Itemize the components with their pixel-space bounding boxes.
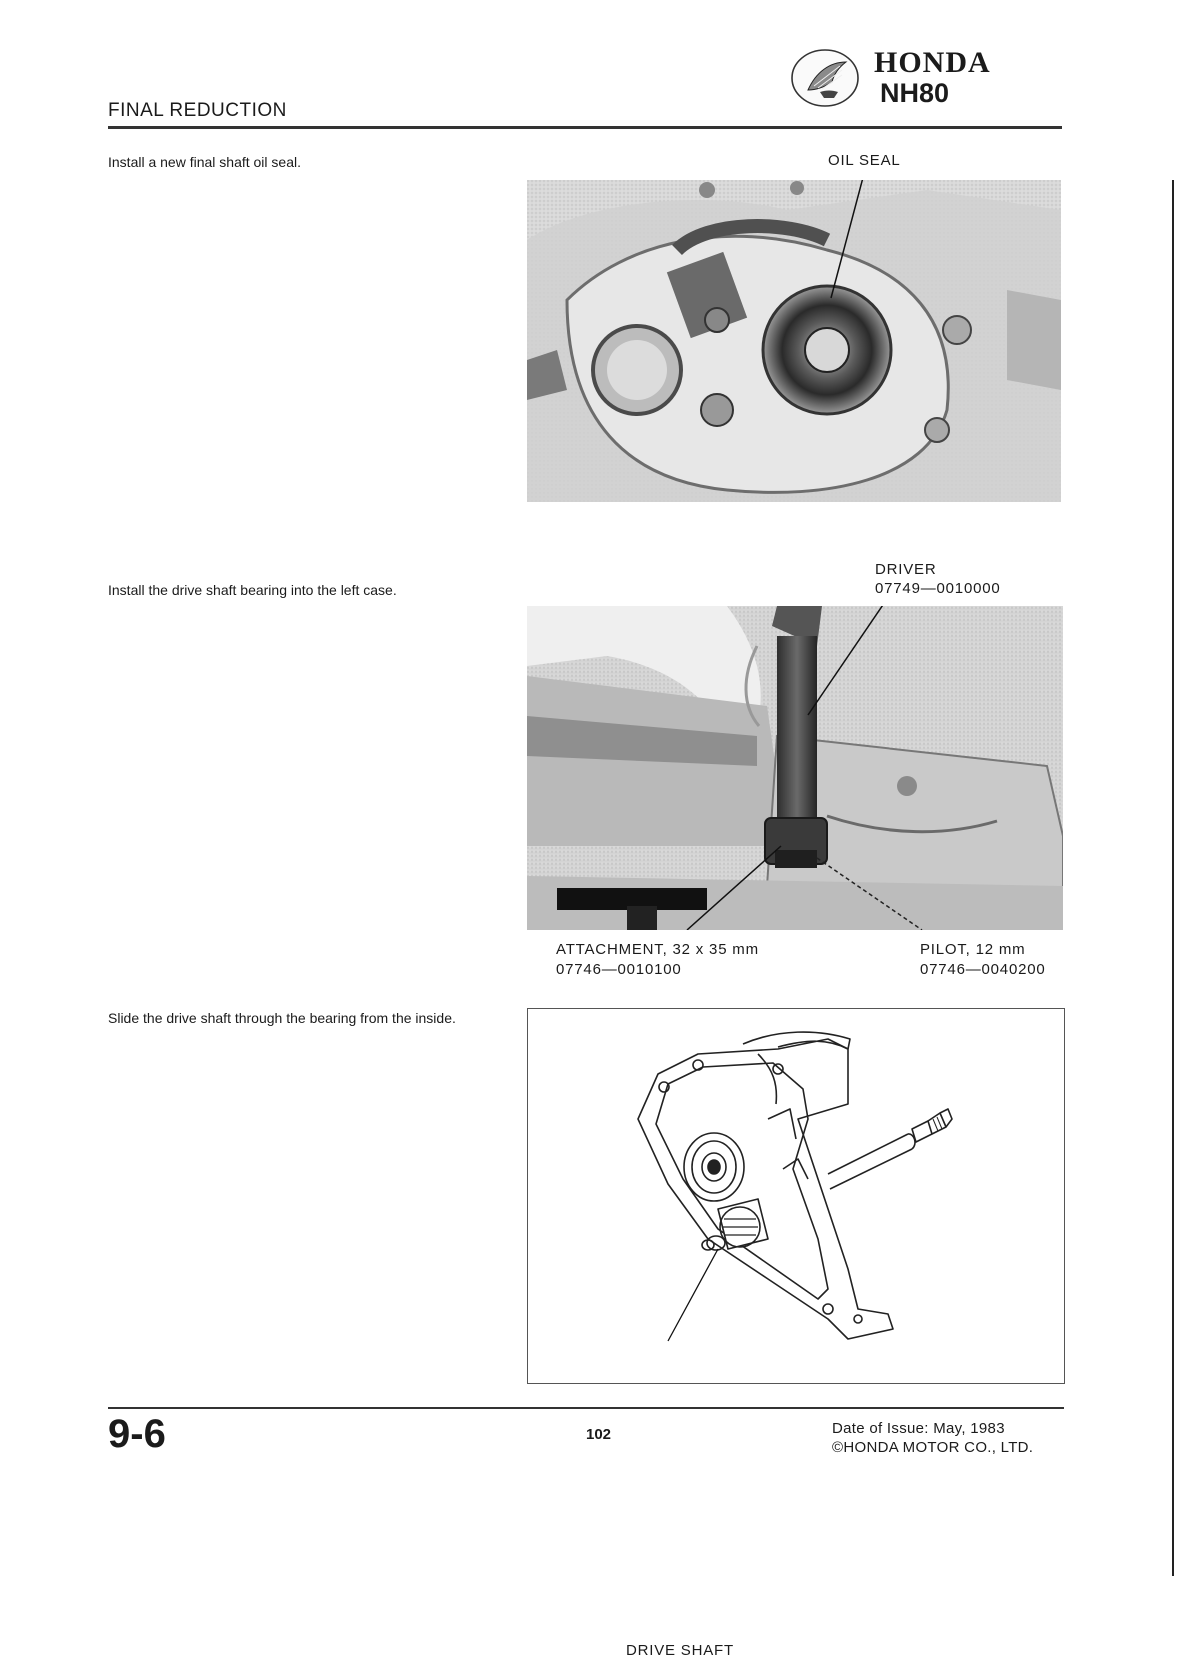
callout-attachment-name: ATTACHMENT, 32 x 35 mm [556, 941, 759, 958]
oil-seal-photo [527, 180, 1061, 502]
honda-wing-logo [790, 48, 860, 108]
section-page-code: 9-6 [108, 1412, 166, 1456]
callout-pilot-name: PILOT, 12 mm [920, 941, 1026, 958]
callout-oil-seal: OIL SEAL [828, 152, 901, 169]
page-number: 102 [586, 1426, 612, 1443]
step-2-text: Install the drive shaft bearing into the left case. [108, 582, 397, 598]
header-rule [108, 126, 1062, 129]
footer-rule [108, 1407, 1064, 1409]
bearing-driver-photo [527, 606, 1063, 930]
copyright: ©HONDA MOTOR CO., LTD. [832, 1439, 1034, 1456]
bearing-driver-photo-graphic [527, 606, 1063, 930]
issue-info [832, 1419, 1033, 1457]
step-3-text: Slide the drive shaft through the bearing from the inside. [108, 1010, 456, 1026]
issue-date: Date of Issue: May, 1983 [832, 1420, 1005, 1437]
callout-driver-number: 07749—0010000 [875, 580, 1001, 597]
callout-drive-shaft: DRIVE SHAFT [626, 1642, 734, 1659]
callout-attachment-number: 07746—0010100 [556, 961, 682, 978]
section-title: FINAL REDUCTION [108, 100, 287, 121]
callout-driver-name: DRIVER [875, 561, 937, 578]
model-name: NH80 [880, 78, 950, 108]
brand-name: HONDA [874, 46, 991, 79]
callout-pilot-number: 07746—0040200 [920, 961, 1046, 978]
page-edge-line [1172, 180, 1174, 1576]
drive-shaft-illustration-graphic [528, 1009, 1064, 1383]
step-1-text: Install a new final shaft oil seal. [108, 154, 301, 170]
oil-seal-photo-graphic [527, 180, 1061, 502]
